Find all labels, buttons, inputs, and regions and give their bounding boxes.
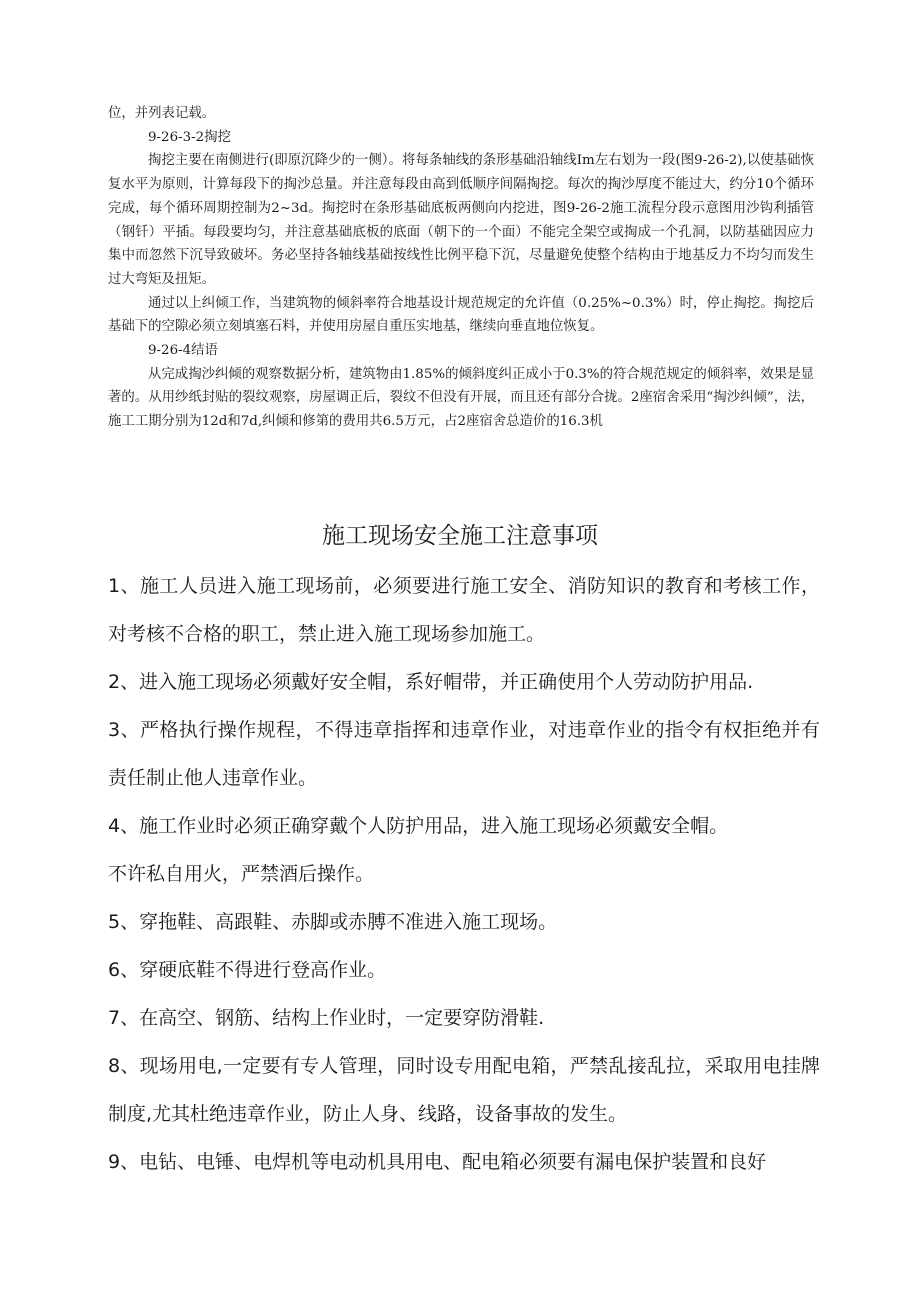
paragraph-tilt-correction: 通过以上纠倾工作，当建筑物的倾斜率符合地基设计规范规定的允许值（0.25%~0.3%）时，停止掏挖。掏挖后基础下的空隙必须立刻填塞石料，并使用房屋自重压实地基，继续向垂直地位恢复。 (108, 295, 814, 335)
safety-item-6: 6、穿硬底鞋不得进行登高作业。 (108, 959, 387, 981)
safety-item-1: 1、施工人员进入施工现场前，必须要进行施工安全、消防知识的教育和考核工作，对考核不合格的职工，禁止进入施工现场参加施工。 (108, 575, 820, 645)
safety-item-9: 9、电钻、电锤、电焊机等电动机具用电、配电箱必须要有漏电保护装置和良好 (108, 1151, 767, 1173)
safety-item-8: 8、现场用电,一定要有专人管理，同时设专用配电箱，严禁乱接乱拉，采取用电挂牌制度,尤其杜绝违章作业，防止人身、线路，设备事故的发生。 (108, 1055, 820, 1125)
section-heading-9-26-4: 9-26-4结语 (148, 343, 218, 359)
safety-item-4: 4、施工作业时必须正确穿戴个人防护用品，进入施工现场必须戴安全帽。 (108, 815, 729, 837)
safety-item-3: 3、严格执行操作规程，不得违章指挥和违章作业，对违章作业的指令有权拒绝并有责任制止他人违章作业。 (108, 719, 820, 789)
safety-item-7: 7、在高空、钢筋、结构上作业时，一定要穿防滑鞋. (108, 1007, 545, 1029)
safety-items-list (108, 562, 820, 1186)
safety-title: 施工现场安全施工注意事项 (322, 523, 598, 549)
safety-item-2: 2、进入施工现场必须戴好安全帽，系好帽带，并正确使用个人劳动防护用品. (108, 671, 754, 693)
safety-item-5: 5、穿拖鞋、高跟鞋、赤脚或赤膊不准进入施工现场。 (108, 911, 558, 933)
paragraph-conclusion: 从完成掏沙纠倾的观察数据分析，建筑物由1.85%的倾斜度纠正成小于0.3%的符合规范规定的倾斜率，效果是显著的。从用纱纸封贴的裂纹观察，房屋调正后，裂纹不但没有开展，而且还有部分合拢。2座宿舍采用“掏沙纠倾”，法，施工工期分别为12d和7d,纠倾和修第的费用共6.5万元，占2座宿舍总造价的16.3机 (108, 366, 814, 430)
construction-notes-section (108, 102, 814, 434)
paragraph-continuation: 位，并列表记载。 (108, 106, 216, 121)
section-heading-9-26-3-2: 9-26-3-2掏挖 (148, 129, 231, 145)
paragraph-excavation: 掏挖主要在南侧进行(即原沉降少的一侧）。将每条轴线的条形基础沿轴线Im左右划为一段(图9-26-2),以使基础恢复水平为原则，计算每段下的掏沙总量。并注意每段由高到低顺序间隔掏挖。每次的掏沙厚度不能过大，约分10个循环完成，每个循环周期控制为2~3d。掏挖时在条形基础底板两侧向内挖进，图9-26-2施工流程分段示意图用沙钩利插管（钢钎）平插。每段要均匀，并注意基础底板的底面（朝下的一个面）不能完全架空或掏成一个孔洞，以防基础因应力集中而忽然下沉导致破坏。务必坚持各轴线基础按线性比例平稳下沉，尽量避免使整个结构由于地基反力不均匀而发生过大弯矩及扭矩。 (108, 153, 814, 287)
safety-item-4-continuation: 不许私自用火，严禁酒后操作。 (108, 863, 375, 885)
